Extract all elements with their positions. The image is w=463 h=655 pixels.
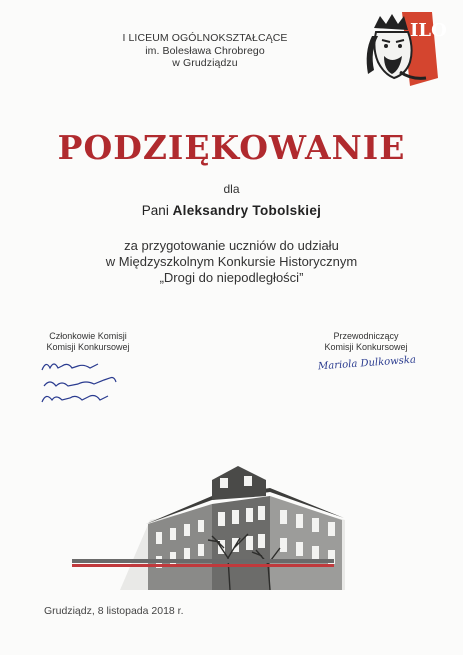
decorative-bar-red xyxy=(72,564,334,567)
school-header xyxy=(80,32,330,70)
for-label: dla xyxy=(223,182,240,196)
recipient-name: Aleksandry Tobolskiej xyxy=(172,203,322,218)
chairperson-signature: Mariola Dulkowska xyxy=(317,354,417,373)
issue-date: Grudziądz, 8 listopada 2018 r. xyxy=(44,605,184,617)
recipient-line xyxy=(0,203,463,218)
committee-members-label xyxy=(38,331,138,353)
school-patron: im. Bolesława Chrobrego xyxy=(145,44,265,57)
reason-line-1: za przygotowanie uczniów do udziału xyxy=(124,238,339,253)
recipient-prefix: Pani xyxy=(141,203,169,218)
logo-text: ILO xyxy=(410,20,447,41)
king-head-logo-icon xyxy=(360,8,447,88)
school-building-drawing xyxy=(120,440,345,590)
decorative-bar-grey xyxy=(72,559,334,563)
reason-line-2: w Międzyszkolnym Konkursie Historycznym xyxy=(105,254,358,269)
chairperson-label-2: Komisji Konkursowej xyxy=(324,342,408,352)
reason-text xyxy=(0,238,463,286)
committee-members-label-2: Komisji Konkursowej xyxy=(46,342,130,352)
reason-line-3: „Drogi do niepodległości” xyxy=(159,270,304,285)
chairperson-label xyxy=(311,331,421,353)
school-city: w Grudziądzu xyxy=(172,57,238,69)
committee-members-label-1: Członkowie Komisji xyxy=(49,331,127,341)
chairperson-label-1: Przewodniczący xyxy=(333,331,399,341)
school-name: I LICEUM OGÓLNOKSZTAŁCĄCE xyxy=(122,32,288,44)
certificate-title: PODZIĘKOWANIE xyxy=(57,128,406,167)
committee-signatures-icon xyxy=(38,358,128,410)
